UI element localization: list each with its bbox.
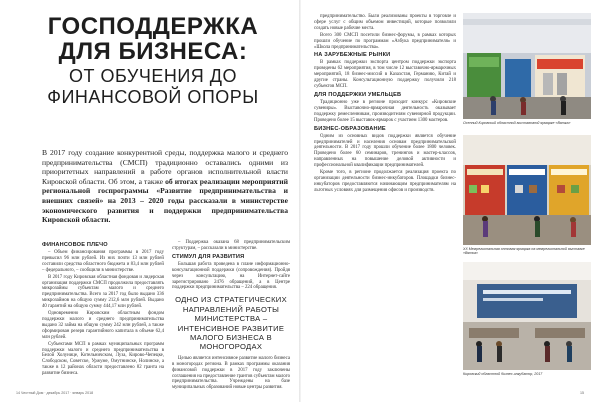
section-heading: СТИМУЛ ДЛЯ РАЗВИТИЯ bbox=[172, 253, 245, 260]
body-paragraph: – Объем финансирования программы в 2017 году превысил 96 млн рублей. Из них почти 13 млн рублей составили средства областного бюджета и 83,4 млн рублей – федерального, – сообщили в министерстве. bbox=[42, 250, 164, 273]
photo-caption: XX Межрегиональная оптовая ярмарка на межрегиональной выставке «Вятка» bbox=[463, 247, 585, 256]
section-heading: ДЛЯ ПОДДЕРЖКИ УМЕЛЬЦЕВ bbox=[314, 91, 402, 98]
left-column-2 bbox=[172, 240, 290, 392]
body-paragraph: Большая работа проведена в плане информационно-консультационной поддержки (сопровождения). Пройдя через консультацию, на Интернет-сайте зарегистрировано 2476 обращений, а в Центре поддержки предпринимательства – 224 обращения. bbox=[172, 261, 290, 291]
pull-quote: ОДНО ИЗ СТРАТЕГИЧЕСКИХ НАПРАВЛЕНИЙ РАБОТЫ МИНИСТЕРСТВА – ИНТЕНСИВНОЕ РАЗВИТИЕ МАЛОГО БИЗНЕСА В МОНОГОРОДАХ bbox=[175, 295, 287, 352]
body-paragraph: В рамках поддержки экспорта центром поддержки экспорта проведены 62 мероприятия, в том числе 12 выставочно-ярмарочных мероприятий, 18 бизнес-миссий в Казахстан, Германию, Китай и другие страны. Консультационную поддержку получили 218 субъектов МСП. bbox=[314, 60, 456, 90]
body-paragraph: Одновременно Кировским областным фондом поддержки малого и среднего предпринимательства выдано 32 займа на общую сумму 242 млн рублей, а также сформирован резерв гарантийного капитала в объеме 62,4 млн рублей. bbox=[42, 311, 164, 340]
lead-text: В 2017 году создание конкурентной среды, поддержка малого и среднего предпринимательства (СМСП) традиционно оставались одними из приоритетных направлений в работе органов исполнительной власти Кировской области. Об этом, а также bbox=[42, 148, 288, 186]
title-line-4: ФИНАНСОВОЙ ОПОРЫ bbox=[47, 87, 259, 107]
section-heading: БИЗНЕС-ОБРАЗОВАНИЕ bbox=[314, 125, 386, 132]
page-footer-right: 15 bbox=[580, 391, 584, 395]
body-paragraph: Субъектами МСП в рамках муниципальных программ поддержки малого и среднего предпринимательства в Белой Холунице, Котельничском, Луза, Кирово-Чепецке, Слободском, Советске, Уржуме, Омутнинске, Нолинске, а также в 12 районах области предоставлено 82 гранта на развитие бизнеса. bbox=[42, 341, 164, 377]
body-paragraph: – Поддержка оказана 68 предпринимательским структурам, – рассказали в министерстве. bbox=[172, 240, 290, 251]
body-paragraph: предпринимательство. Были реализованы проекты в торговле и сфере услуг с общим объемом инвестиций, которые позволили создать новые рабочие места. bbox=[314, 14, 456, 31]
title-line-2: ДЛЯ БИЗНЕСА: bbox=[58, 38, 248, 65]
section-heading: НА ЗАРУБЕЖНЫЕ РЫНКИ bbox=[314, 52, 391, 59]
photo-caption: Кировский областной бизнес-инкубатор, 2017 bbox=[463, 372, 543, 376]
title-line-1: ГОСПОДДЕРЖКА bbox=[47, 13, 259, 40]
market-photo bbox=[463, 135, 591, 245]
body-paragraph: Целью является интенсивное развитие малого бизнеса в моногородах региона. В рамках программы оказания финансовой поддержки в 2017 году заключены соглашения на предоставление грантов субъектам малого предпринимательства. Учреждены на базе муниципальных образований новые центры развития. bbox=[172, 355, 290, 391]
body-paragraph: Одним из основных видов поддержки является обучение предпринимателей и населения основам предпринимательской деятельности. В 2017 году прошли обучение более 1800 человек. Проведено более 60 семинаров, тренингов и мастер-классов, направленных на повышение деловой активности и профессиональной квалификации предпринимателей. bbox=[314, 133, 456, 169]
conference-photo bbox=[463, 262, 591, 370]
body-paragraph: В 2017 году Кировская областная фондовая и лидерская организация поддержки СМСП продолжила предоставлять микрозаймы субъектам малого и среднего предпринимательства. Всего за 2017 год было выдано 336 микрозаймов на общую сумму 212,6 млн рублей. Выдано 40 гарантий на общую сумму 444,17 млн рублей. bbox=[42, 274, 164, 310]
body-paragraph: Всего 300 СМСП посетили бизнес-форумы, в рамках которых прошли обучение по программам «Азбука предпринимателя» и «Школа предпринимательства». bbox=[314, 32, 456, 50]
right-page bbox=[301, 0, 600, 402]
lead-bold-text: об итогах реализации мероприятий региональной госпрограммы «Развитие предпринимательства и внешних связей» на 2013 – 2020 годы рассказали в министерстве экономического развития и поддержки предпринимательства Кировской области. bbox=[42, 176, 289, 225]
exhibition-photo bbox=[463, 13, 591, 119]
page-footer-left: 14 Честный Дом · декабрь 2017 · январь 2018 bbox=[16, 391, 94, 395]
photo-caption: Осенний Кировский областной выставочной ярмарке «Вятка» bbox=[463, 121, 571, 125]
body-paragraph: Традиционно уже в регионе проходит конкурс «Кировские сувениры». Выставочно-ярмарочная деятельность оказывает поддержку ремесленникам, производителям сувенирной продукции. Проведено более 15 выставок-ярмарок с участием 1300 мастеров. bbox=[314, 99, 456, 123]
body-paragraph: Кроме того, в регионе продолжается реализация проекта по организации деятельности бизнес-инкубаторов. Площадки бизнес-инкубаторов предоставляются начинающим предпринимателям на льготных условиях для размещения офисов и производств. bbox=[314, 170, 456, 193]
right-column bbox=[314, 14, 456, 195]
section-heading: ФИНАНСОВОЕ ПЛЕЧО bbox=[42, 242, 108, 248]
title-line-3: ОТ ОБУЧЕНИЯ ДО bbox=[69, 66, 237, 86]
left-page bbox=[0, 0, 299, 402]
lead-paragraph bbox=[42, 148, 288, 225]
left-column-1 bbox=[42, 240, 164, 378]
article-title bbox=[28, 14, 278, 108]
